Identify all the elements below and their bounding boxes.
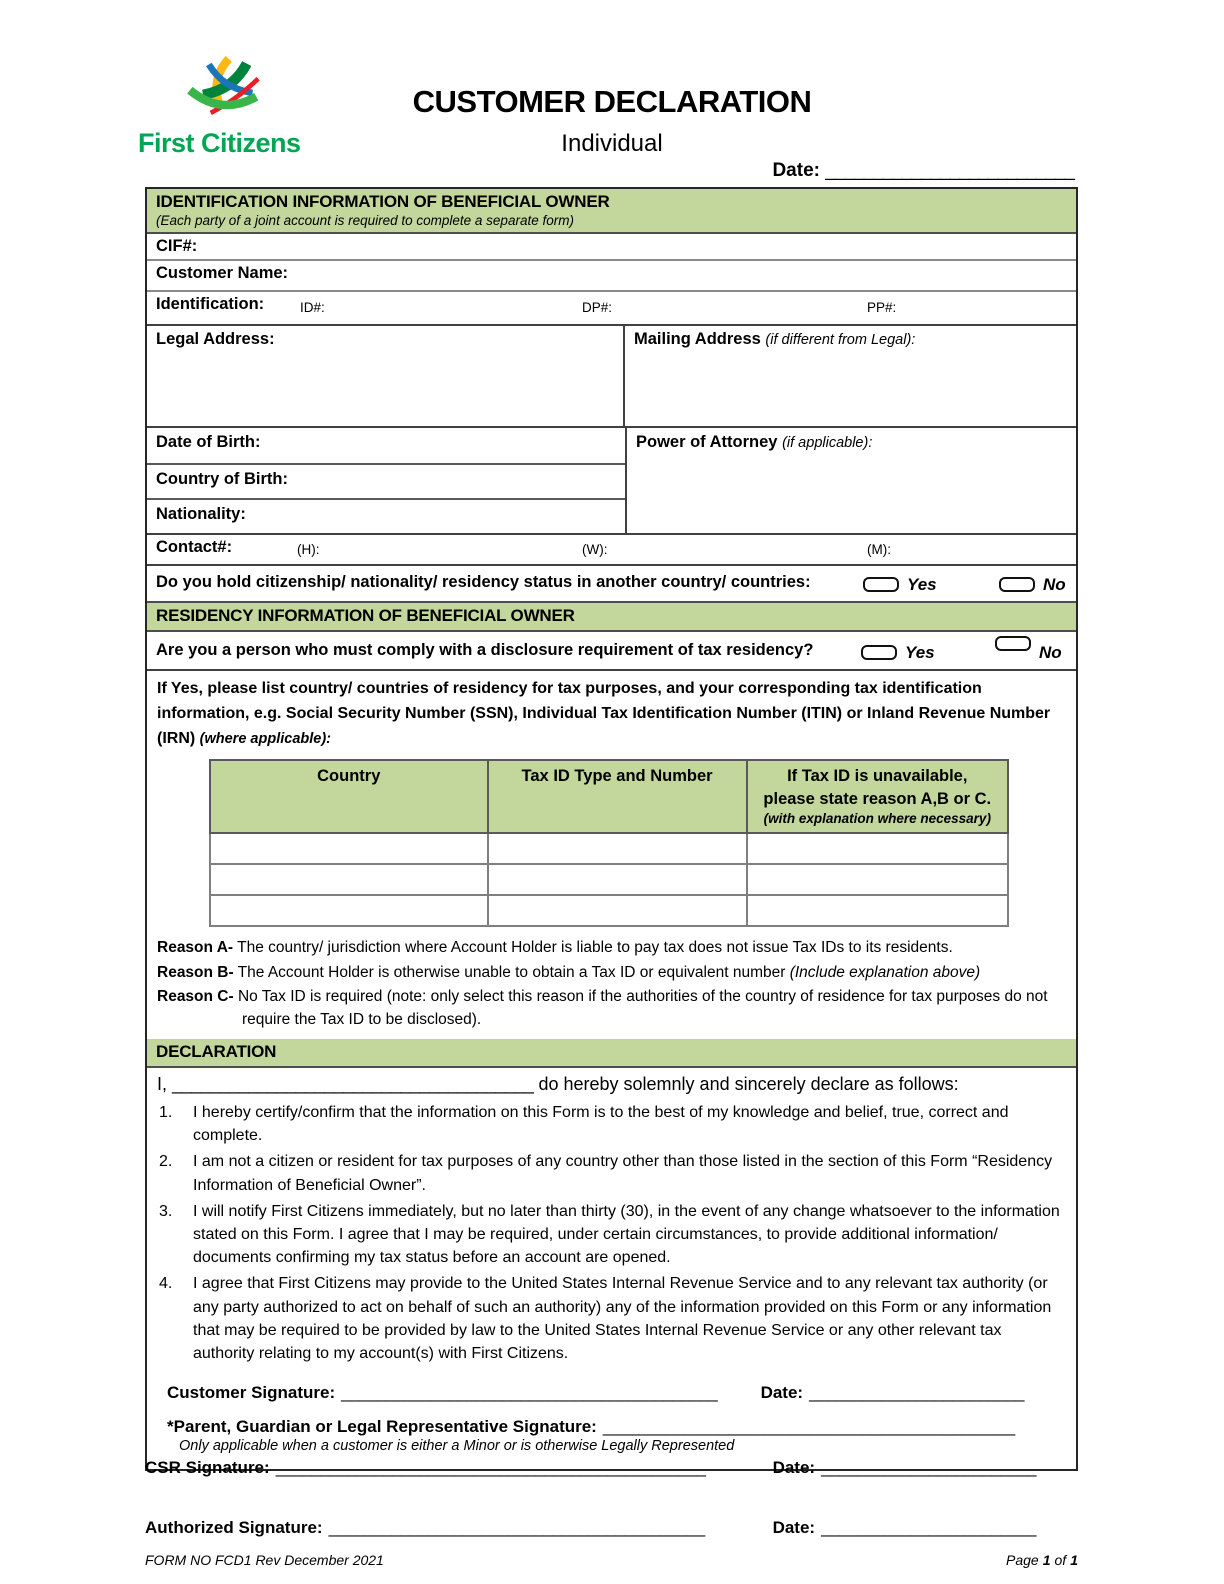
identification-section-note: (Each party of a joint account is required to complete a separate form) — [156, 213, 574, 228]
country-of-birth-field[interactable] — [147, 463, 625, 498]
pp-number-label: PP#: — [867, 300, 897, 315]
customer-signature-line[interactable]: __________________________________________ — [341, 1383, 718, 1403]
citizenship-yes-checkbox[interactable] — [863, 577, 899, 592]
birth-poa-row — [147, 428, 1076, 535]
declaration-item-number: 4. — [159, 1275, 173, 1293]
tax-table-cell-reason-1[interactable] — [747, 833, 1008, 864]
authorized-date-line[interactable]: ________________________ — [821, 1518, 1036, 1537]
tax-table-header-reason-line1: If Tax ID is unavailable, — [787, 767, 968, 786]
birth-column — [147, 428, 625, 533]
reason-b-text: The Account Holder is otherwise unable to obtain a Tax ID or equivalent number — [233, 963, 790, 981]
tax-table-header-reason — [747, 760, 1008, 833]
tax-table-cell-taxid-3[interactable] — [488, 895, 747, 926]
cif-row[interactable] — [147, 234, 1076, 261]
authorized-signature-row — [145, 1518, 1078, 1538]
customer-signature-date-label: Date: — [760, 1383, 804, 1403]
if-yes-paragraph — [157, 677, 1066, 751]
declaration-item-text: I will notify First Citizens immediately, but no later than thirty (30), in the event of any change whatsoever to the information stated on this Form. I agree that I may be required, under certain circumstances, to provide additional information/ documents confirming my tax status before an account are opened. — [193, 1202, 1060, 1267]
declaration-item-number: 1. — [159, 1104, 173, 1122]
tax-table-cell-taxid-1[interactable] — [488, 833, 747, 864]
brand-name: First Citizens — [138, 128, 301, 158]
parent-signature-label: *Parent, Guardian or Legal Representative Signature: — [167, 1417, 597, 1437]
page-number: 1 — [1042, 1552, 1051, 1568]
mailing-address-label: Mailing Address — [634, 330, 761, 348]
residency-section-title: RESIDENCY INFORMATION OF BENEFICIAL OWNER — [156, 606, 575, 625]
authorized-signature-line[interactable]: __________________________________________ — [328, 1518, 705, 1537]
form-body — [145, 187, 1078, 1471]
date-of-birth-field[interactable] — [147, 428, 625, 463]
of-word: of — [1054, 1552, 1067, 1568]
cif-label: CIF#: — [156, 237, 198, 255]
citizenship-no-label: No — [1043, 575, 1066, 594]
declaration-intro-suffix: do hereby solemnly and sincerely declare as follows: — [538, 1074, 959, 1095]
customer-name-row[interactable] — [147, 261, 1076, 292]
reason-c-text: No Tax ID is required (note: only select this reason if the authorities of the country of residence for tax purposes do not require the Tax ID to be disclosed). — [233, 988, 1048, 1028]
reason-a-label: Reason A- — [157, 939, 234, 957]
power-of-attorney-label: Power of Attorney — [636, 433, 778, 451]
mailing-address-field[interactable] — [625, 326, 1076, 426]
form-number: FORM NO FCD1 Rev December 2021 — [145, 1552, 384, 1568]
legal-address-label: Legal Address: — [156, 330, 275, 348]
declaration-body — [147, 1068, 1076, 1469]
page-word: Page — [1006, 1552, 1039, 1568]
tax-table-cell-taxid-2[interactable] — [488, 864, 747, 895]
tax-no-label: No — [1039, 643, 1062, 662]
mailing-address-note: (if different from Legal): — [765, 332, 916, 348]
contact-label: Contact#: — [156, 538, 233, 556]
date-of-birth-label: Date of Birth: — [156, 433, 261, 451]
declaration-section-header — [147, 1039, 1076, 1068]
csr-date-label: Date: — [772, 1458, 816, 1477]
tax-yes-label: Yes — [905, 643, 935, 662]
identification-row[interactable] — [147, 292, 1076, 326]
contact-mobile-label: (M): — [867, 542, 891, 557]
identification-section-header — [147, 189, 1076, 234]
power-of-attorney-field[interactable] — [625, 428, 1076, 533]
tax-table-cell-country-2[interactable] — [210, 864, 488, 895]
declaration-item-1 — [157, 1101, 1066, 1147]
header-date-row — [772, 160, 1074, 182]
tax-table-row — [210, 833, 1008, 864]
tax-table-header-country: Country — [210, 760, 488, 833]
authorized-date-label: Date: — [772, 1518, 816, 1537]
header-date-line[interactable]: __________________________ — [825, 160, 1074, 181]
declaration-item-number: 2. — [159, 1153, 173, 1171]
customer-signature-date-line[interactable]: ________________________ — [809, 1383, 1024, 1403]
country-of-birth-label: Country of Birth: — [156, 470, 288, 488]
page-indicator — [1002, 1552, 1078, 1568]
reason-a — [157, 937, 1066, 959]
citizenship-no-option — [999, 575, 1066, 597]
tax-table-cell-country-3[interactable] — [210, 895, 488, 926]
tax-table-cell-reason-3[interactable] — [747, 895, 1008, 926]
nationality-label: Nationality: — [156, 505, 246, 523]
tax-residency-question: Are you a person who must comply with a disclosure requirement of tax residency? — [156, 641, 814, 659]
contact-work-label: (W): — [582, 542, 608, 557]
reason-b-label: Reason B- — [157, 963, 234, 981]
tax-table-row — [210, 864, 1008, 895]
declaration-item-2 — [157, 1150, 1066, 1196]
address-row — [147, 326, 1076, 428]
declaration-intro — [157, 1074, 1066, 1095]
page-footer — [145, 1552, 1078, 1568]
declaration-item-3 — [157, 1200, 1066, 1270]
customer-signature-row — [157, 1383, 1066, 1403]
csr-signature-line[interactable]: ________________________________________________ — [275, 1458, 706, 1477]
identification-section-title: IDENTIFICATION INFORMATION OF BENEFICIAL OWNER — [156, 192, 610, 211]
tax-no-checkbox[interactable] — [995, 636, 1031, 651]
declaration-item-text: I agree that First Citizens may provide to the United States Internal Revenue Service and to any relevant tax authority (or any party authorized to act on behalf of such an authority) any of the information provided on this Form or any information that may be required to be provided by law to the United States Internal Revenue Service or any other relevant tax authority relating to my account(s) with First Citizens. — [193, 1275, 1052, 1362]
parent-signature-line[interactable]: ______________________________________________ — [602, 1417, 1015, 1437]
citizenship-question-row — [147, 566, 1076, 603]
residency-section-header — [147, 603, 1076, 632]
customer-signature-label: Customer Signature: — [167, 1383, 336, 1403]
declaration-item-text: I hereby certify/confirm that the information on this Form is to the best of my knowledge and belief, true, correct and complete. — [193, 1104, 1009, 1145]
nationality-field[interactable] — [147, 498, 625, 533]
page-subtitle: Individual — [561, 130, 663, 157]
csr-date-line[interactable]: ________________________ — [821, 1458, 1036, 1477]
reason-c-label: Reason C- — [157, 988, 234, 1006]
citizenship-yes-label: Yes — [907, 575, 937, 594]
id-number-label: ID#: — [300, 300, 325, 315]
contact-home-label: (H): — [297, 542, 320, 557]
contact-row[interactable] — [147, 535, 1076, 566]
declaration-intro-prefix: I, — [157, 1074, 168, 1095]
tax-yes-checkbox[interactable] — [861, 645, 897, 660]
if-yes-text: If Yes, please list country/ countries of residency for tax purposes, and your corresponding tax identification information, e.g. Social Security Number (SSN), Individual Tax Identification Number (ITIN) or Inland Revenue Number (IRN) — [157, 680, 1051, 747]
tax-residency-question-row — [147, 632, 1076, 671]
tax-table-header-reason-line2: please state reason A,B or C. — [763, 789, 992, 808]
tax-table-header-taxid: Tax ID Type and Number — [488, 760, 747, 833]
citizenship-question: Do you hold citizenship/ nationality/ residency status in another country/ countries: — [156, 573, 811, 591]
customer-name-label: Customer Name: — [156, 264, 289, 282]
tax-no-option — [995, 643, 1062, 665]
reason-a-text: The country/ jurisdiction where Account Holder is liable to pay tax does not issue Tax IDs to its residents. — [233, 939, 953, 957]
tax-id-table — [209, 759, 1009, 927]
reason-c — [157, 986, 1066, 1031]
tax-table-row — [210, 895, 1008, 926]
legal-address-field[interactable] — [147, 326, 625, 426]
page-total: 1 — [1070, 1552, 1078, 1568]
declaration-item-4 — [157, 1272, 1066, 1365]
parent-signature-row — [157, 1417, 1066, 1437]
declaration-item-number: 3. — [159, 1202, 173, 1220]
declaration-section-title: DECLARATION — [156, 1042, 277, 1062]
identification-label: Identification: — [156, 295, 265, 313]
parent-signature-note: Only applicable when a customer is either a Minor or is otherwise Legally Represented — [179, 1438, 735, 1455]
tax-table-cell-country-1[interactable] — [210, 833, 488, 864]
reason-b-note: (Include explanation above) — [789, 963, 981, 981]
tax-table-header-reason-note: (with explanation where necessary) — [763, 810, 991, 826]
citizenship-no-checkbox[interactable] — [999, 577, 1035, 592]
authorized-signature-label: Authorized Signature: — [145, 1518, 323, 1537]
csr-signature-label: CSR Signature: — [145, 1458, 270, 1477]
power-of-attorney-note: (if applicable): — [782, 435, 873, 451]
tax-countries-cell — [147, 671, 1076, 1039]
csr-signature-row — [145, 1458, 1078, 1478]
tax-table-cell-reason-2[interactable] — [747, 864, 1008, 895]
page-title: CUSTOMER DECLARATION — [412, 84, 812, 119]
tax-yes-option — [861, 643, 935, 665]
declaration-item-text: I am not a citizen or resident for tax purposes of any country other than those listed in the section of this Form “Residency Information of Beneficial Owner”. — [193, 1153, 1053, 1194]
dp-number-label: DP#: — [582, 300, 613, 315]
tax-table-header-row — [210, 760, 1008, 833]
header-date-label: Date: — [772, 160, 820, 181]
if-yes-note: (where applicable): — [199, 730, 331, 747]
reason-b — [157, 962, 1066, 984]
declarant-name-line[interactable]: ______________________________________ — [172, 1074, 534, 1095]
citizenship-yes-option — [863, 575, 937, 597]
